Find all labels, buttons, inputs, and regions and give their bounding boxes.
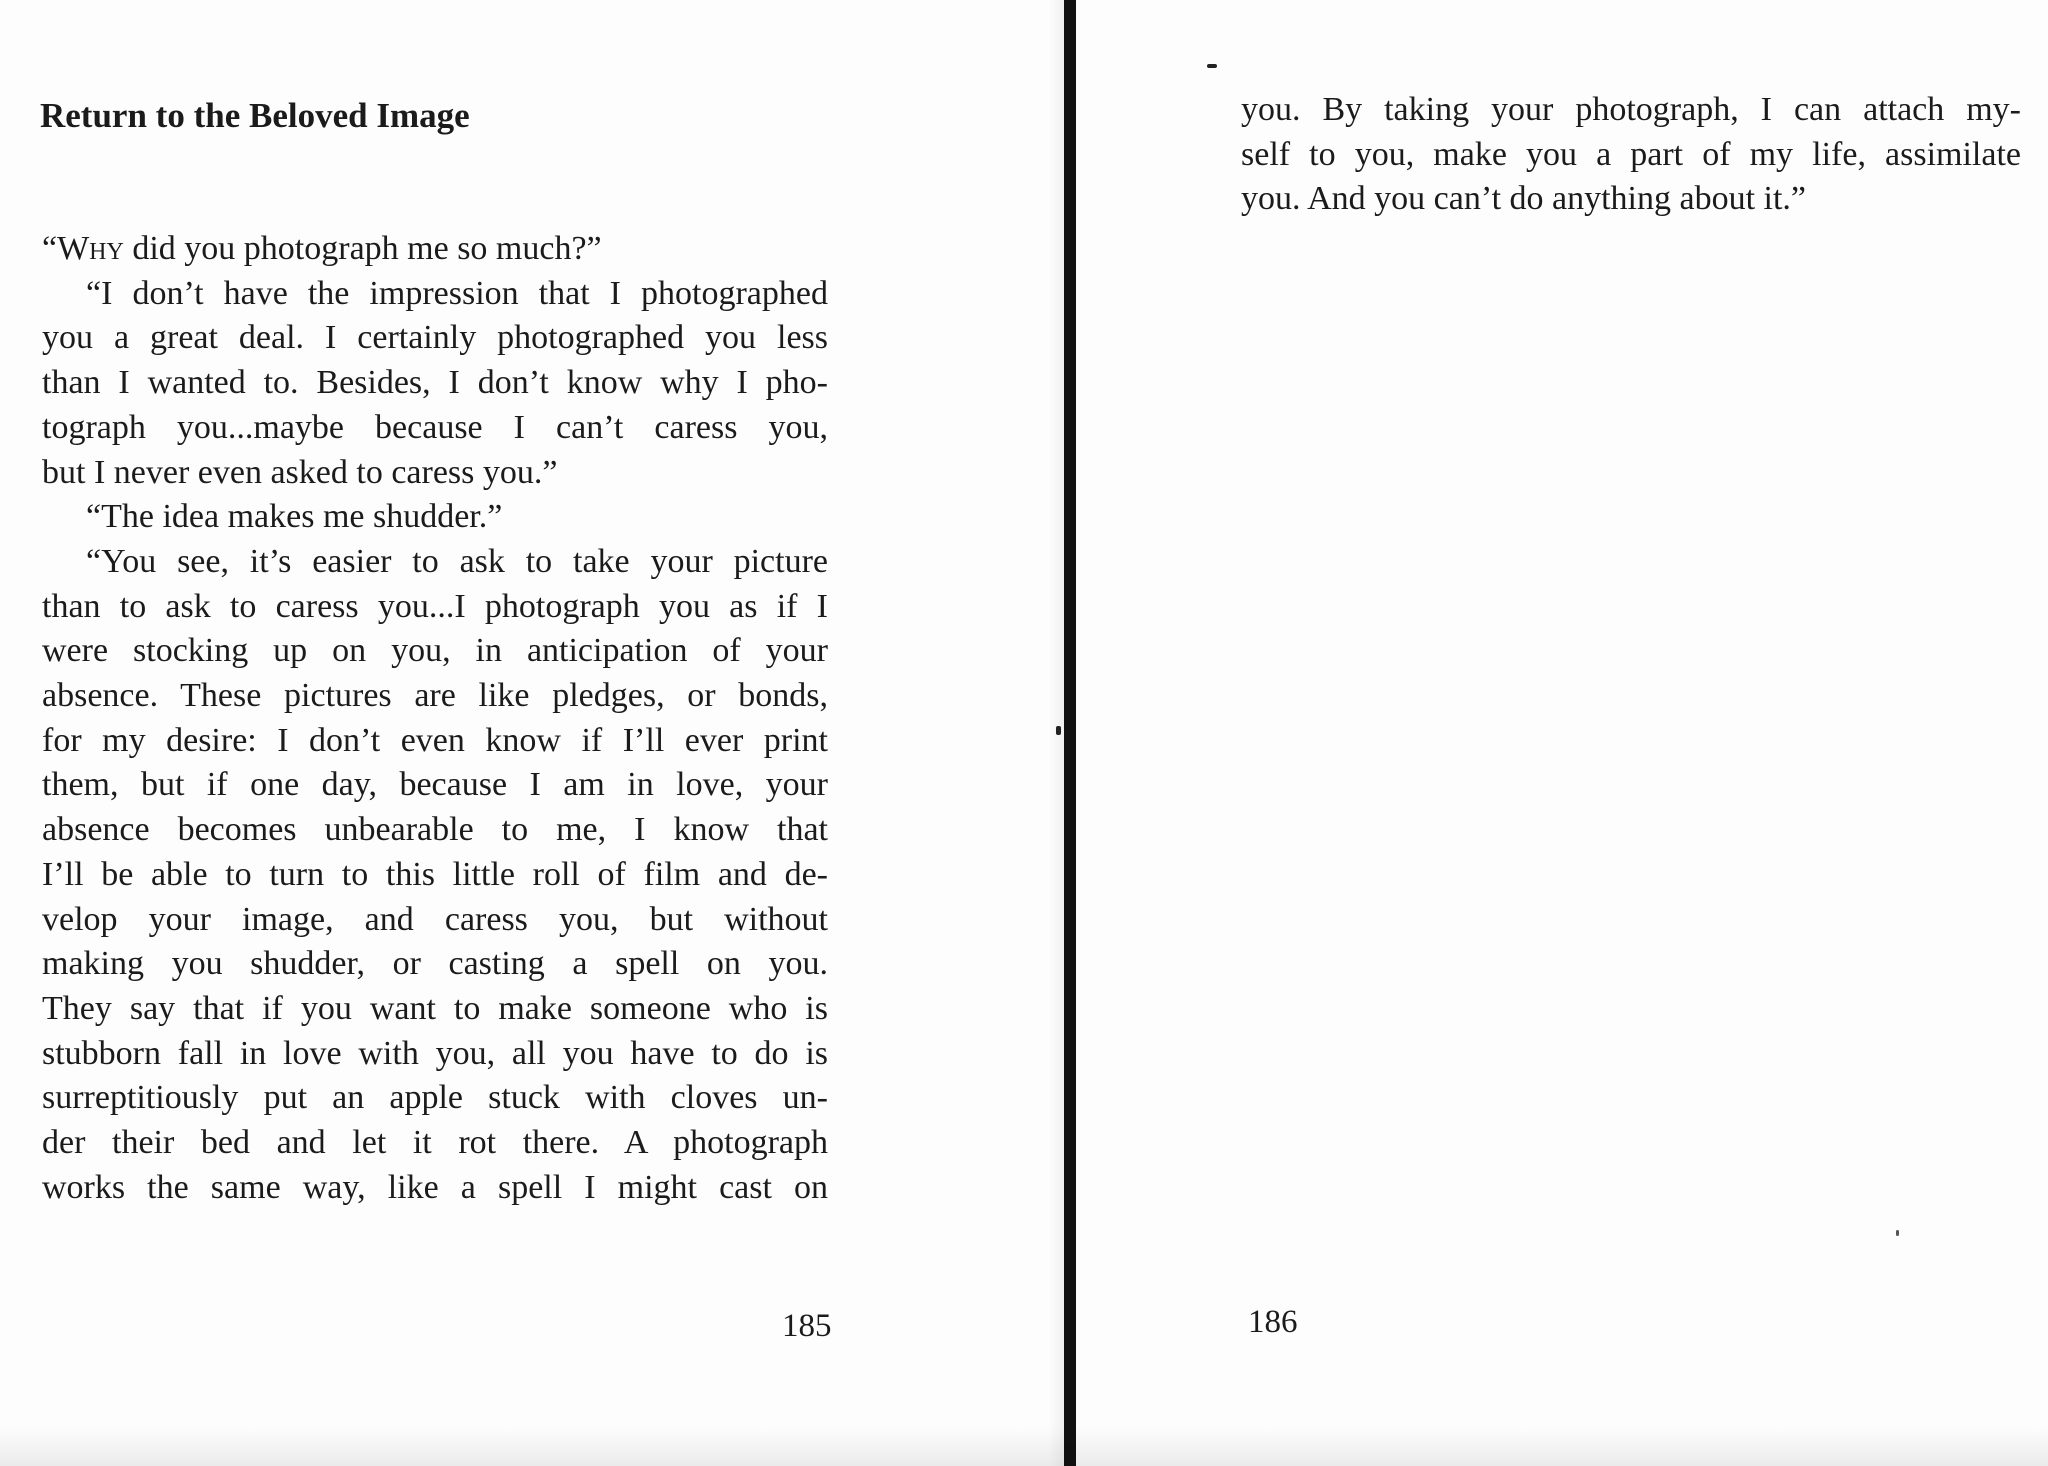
- text-line: tograph you...maybe because I can’t caress you,: [42, 408, 828, 446]
- smallcaps-lead: Why: [57, 230, 124, 267]
- text-line: for my desire: I don’t even know if I’ll ever print: [42, 721, 828, 759]
- text-line: them, but if one day, because I am in love, your: [42, 766, 828, 804]
- scan-bottom-shade: [0, 1426, 2048, 1466]
- text-line: were stocking up on you, in anticipation of your: [42, 632, 828, 670]
- text-line: making you shudder, or casting a spell on you.: [42, 945, 828, 983]
- text-line: but I never even asked to caress you.”: [42, 453, 558, 491]
- text-line: you. By taking your photograph, I can attach my-: [1241, 91, 2021, 128]
- text-line: absence. These pictures are like pledges, or bonds,: [42, 677, 828, 715]
- text-line: than I wanted to. Besides, I don’t know why I pho-: [42, 364, 828, 402]
- text-line: velop your image, and caress you, but without: [42, 900, 828, 938]
- paragraph-4: [42, 540, 828, 1211]
- text-line: “You see, it’s easier to ask to take your picture: [86, 542, 828, 580]
- text-line: “The idea makes me shudder.”: [86, 498, 503, 536]
- text-line: you a great deal. I certainly photographed you less: [42, 319, 828, 357]
- text-line: They say that if you want to make someone who is: [42, 989, 828, 1027]
- paragraph-3: [42, 495, 828, 540]
- scan-speck: [1896, 1230, 1899, 1236]
- text-line: “I don’t have the impression that I photographed: [86, 274, 828, 312]
- text-line: you. And you can’t do anything about it.”: [1241, 180, 1807, 218]
- left-page-body: [42, 227, 828, 1210]
- right-page-body: [1241, 88, 2021, 222]
- text-line: surreptitiously put an apple stuck with cloves un-: [42, 1079, 828, 1117]
- page-number: 186: [1248, 1304, 1298, 1340]
- paragraph-1: [42, 227, 828, 272]
- page-number: 185: [782, 1308, 832, 1344]
- scan-speck: [1207, 64, 1217, 68]
- paragraph-2: [42, 272, 828, 496]
- text-line: “Why did you photograph me so much?”: [42, 230, 602, 267]
- text-line: than to ask to caress you...I photograph you as if I: [42, 587, 828, 625]
- right-page: [1076, 0, 2048, 1466]
- paragraph-continued: [1241, 88, 2021, 222]
- text-line: absence becomes unbearable to me, I know that: [42, 811, 828, 849]
- text-line-rest: did you photograph me so much?”: [123, 230, 602, 267]
- book-gutter: [1064, 0, 1076, 1466]
- scan-speck: [1056, 726, 1061, 735]
- text-line: der their bed and let it rot there. A photograph: [42, 1124, 828, 1162]
- text-line: I’ll be able to turn to this little roll of film and de-: [42, 855, 828, 893]
- text-line: stubborn fall in love with you, all you have to do is: [42, 1034, 828, 1072]
- running-head: Return to the Beloved Image: [40, 96, 470, 135]
- text-line: works the same way, like a spell I might cast on: [42, 1168, 828, 1206]
- text-line: self to you, make you a part of my life, assimilate: [1241, 135, 2021, 173]
